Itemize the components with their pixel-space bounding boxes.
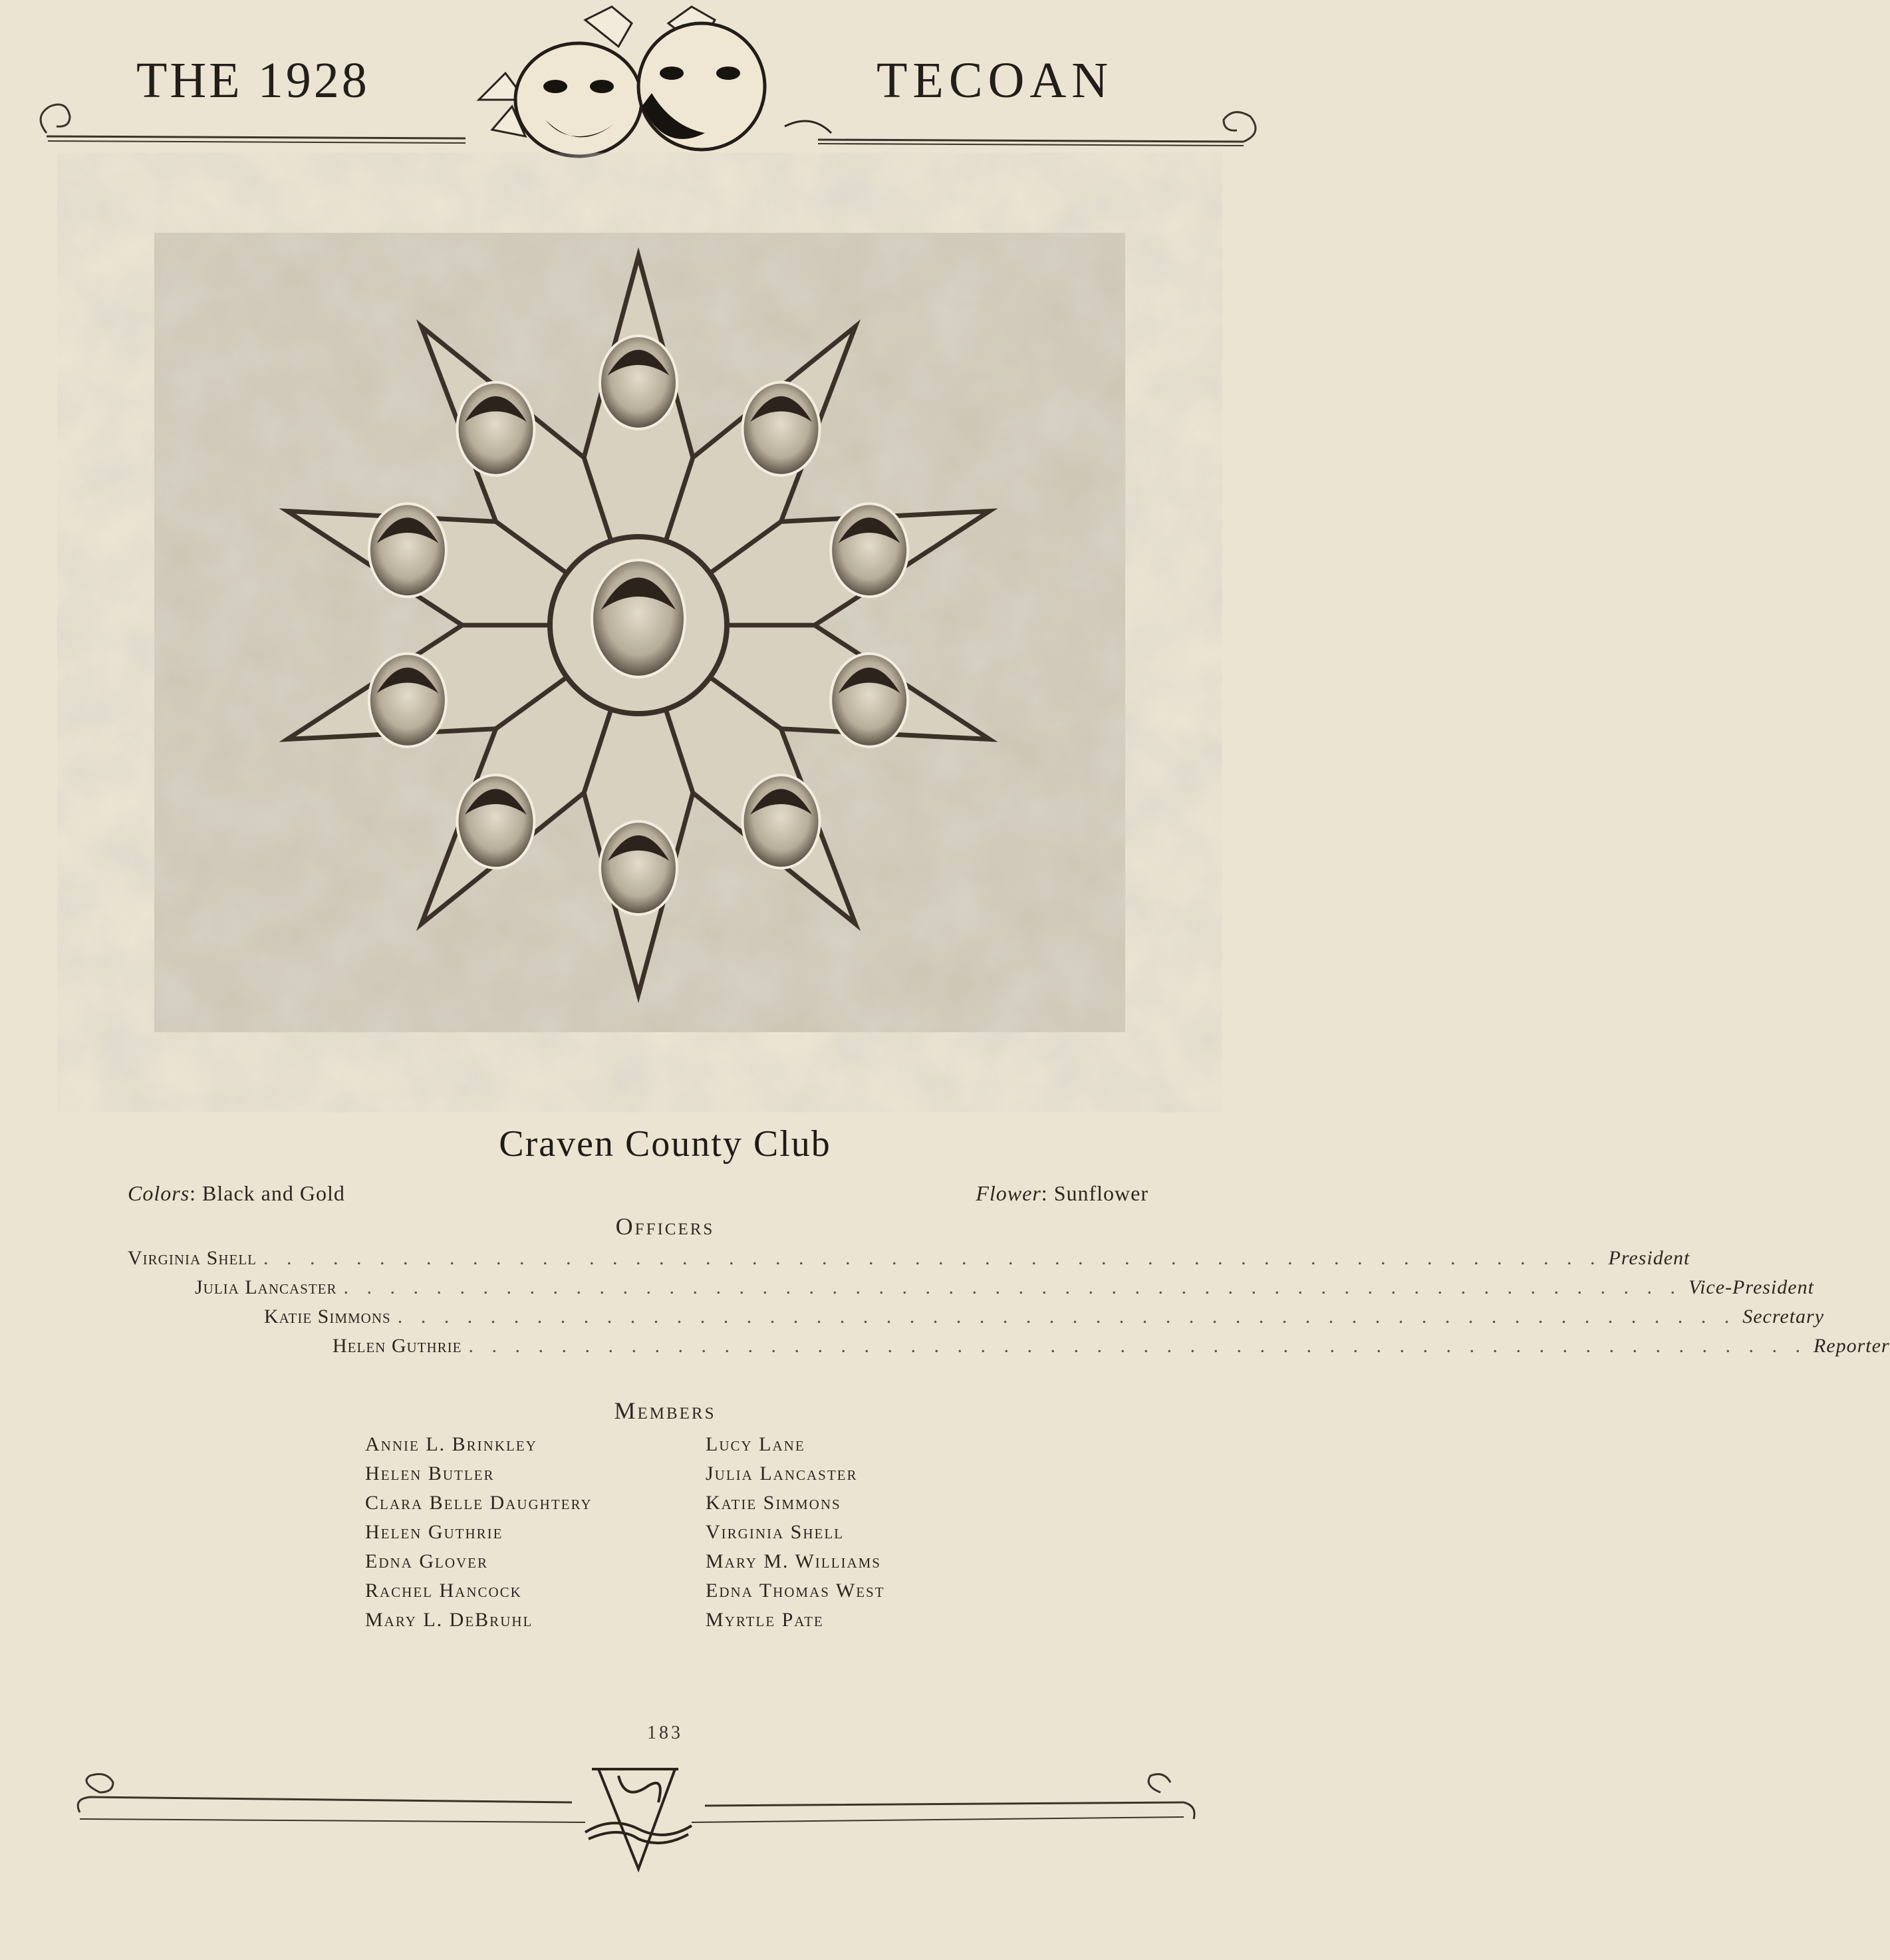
member-name: Helen Butler — [365, 1463, 495, 1484]
member-name: Mary M. Williams — [706, 1550, 881, 1572]
officer-title: Secretary — [1742, 1306, 1825, 1328]
member-portrait — [831, 654, 908, 747]
member-name: Virginia Shell — [706, 1521, 844, 1543]
member-portrait — [600, 821, 677, 914]
member-name: Myrtle Pate — [706, 1609, 824, 1631]
member-name: Katie Simmons — [706, 1492, 841, 1514]
member-name: Julia Lancaster — [706, 1463, 858, 1484]
officer-title: President — [1608, 1247, 1690, 1269]
monogram-icon — [585, 1769, 692, 1869]
members-left-column — [365, 1430, 593, 1635]
flower-value: Sunflower — [1053, 1181, 1148, 1205]
center-portrait — [592, 560, 685, 677]
officer-row: Katie Simmons . . . . . . . . . . . . . . . . . . . . . . . . . . . . . . . . . . . . . . . . . . . . . . . . . . . . . . . . . . Secretary — [264, 1306, 1825, 1328]
page-number: 183 — [647, 1723, 683, 1743]
officer-row: Virginia Shell . . . . . . . . . . . . . . . . . . . . . . . . . . . . . . . . . . . . . . . . . . . . . . . . . . . . . . . . . . President — [128, 1247, 1690, 1269]
member-name: Edna Thomas West — [706, 1580, 885, 1602]
footer-rule-right — [705, 1802, 1194, 1819]
colors-value: Black and Gold — [202, 1181, 345, 1205]
header-ornament — [0, 0, 1330, 186]
star-frame — [154, 233, 1125, 1032]
club-photo-collage — [154, 233, 1125, 1032]
header-rule-right — [818, 140, 1244, 142]
left-scroll-icon — [41, 104, 70, 133]
header-rule-left — [47, 136, 466, 138]
officer-name: Helen Guthrie — [333, 1335, 462, 1357]
club-colors: Colors: Black and Gold — [128, 1181, 345, 1205]
member-name: Annie L. Brinkley — [365, 1433, 537, 1455]
member-name: Mary L. DeBruhl — [365, 1609, 533, 1631]
officer-row: Helen Guthrie . . . . . . . . . . . . . . . . . . . . . . . . . . . . . . . . . . . . . . . . . . . . . . . . . . . . . . . . . . Reporter — [333, 1335, 1890, 1357]
member-portrait — [457, 382, 534, 476]
member-portrait — [831, 503, 908, 597]
member-name: Clara Belle Daughtery — [365, 1492, 593, 1514]
officers-heading: Officers — [615, 1213, 715, 1240]
member-portrait — [369, 503, 446, 597]
header-left-text: THE 1928 — [136, 53, 370, 108]
member-portrait — [457, 775, 534, 868]
member-name: Lucy Lane — [706, 1433, 805, 1455]
footer-left-scroll-icon — [86, 1774, 113, 1792]
drama-masks-icon — [479, 7, 831, 156]
member-portrait — [743, 382, 820, 476]
colors-label: Colors — [128, 1181, 190, 1205]
footer-rule-left — [78, 1797, 572, 1812]
member-name: Rachel Hancock — [365, 1580, 522, 1602]
flower-label: Flower — [976, 1181, 1041, 1205]
member-portrait — [600, 336, 677, 429]
officer-row: Julia Lancaster . . . . . . . . . . . . . . . . . . . . . . . . . . . . . . . . . . . . . . . . . . . . . . . . . . . . . . . . . . Vice-President — [195, 1276, 1814, 1298]
officer-title: Vice-President — [1688, 1276, 1814, 1298]
club-flower: Flower: Sunflower — [976, 1181, 1148, 1205]
footer-ornament — [0, 1756, 1330, 1882]
footer-right-scroll-icon — [1148, 1774, 1170, 1792]
member-portrait — [743, 775, 820, 868]
officer-name: Julia Lancaster — [195, 1276, 337, 1298]
members-right-column — [706, 1430, 885, 1635]
member-portrait — [369, 654, 446, 747]
member-name: Edna Glover — [365, 1550, 488, 1572]
header-right-text: TECOAN — [877, 53, 1114, 108]
officer-title: Reporter — [1813, 1335, 1890, 1357]
members-heading: Members — [614, 1397, 716, 1424]
member-name: Helen Guthrie — [365, 1521, 503, 1543]
officer-name: Katie Simmons — [264, 1306, 391, 1328]
club-title: Craven County Club — [499, 1123, 831, 1165]
right-scroll-icon — [1224, 112, 1256, 142]
officer-name: Virginia Shell — [128, 1247, 257, 1269]
